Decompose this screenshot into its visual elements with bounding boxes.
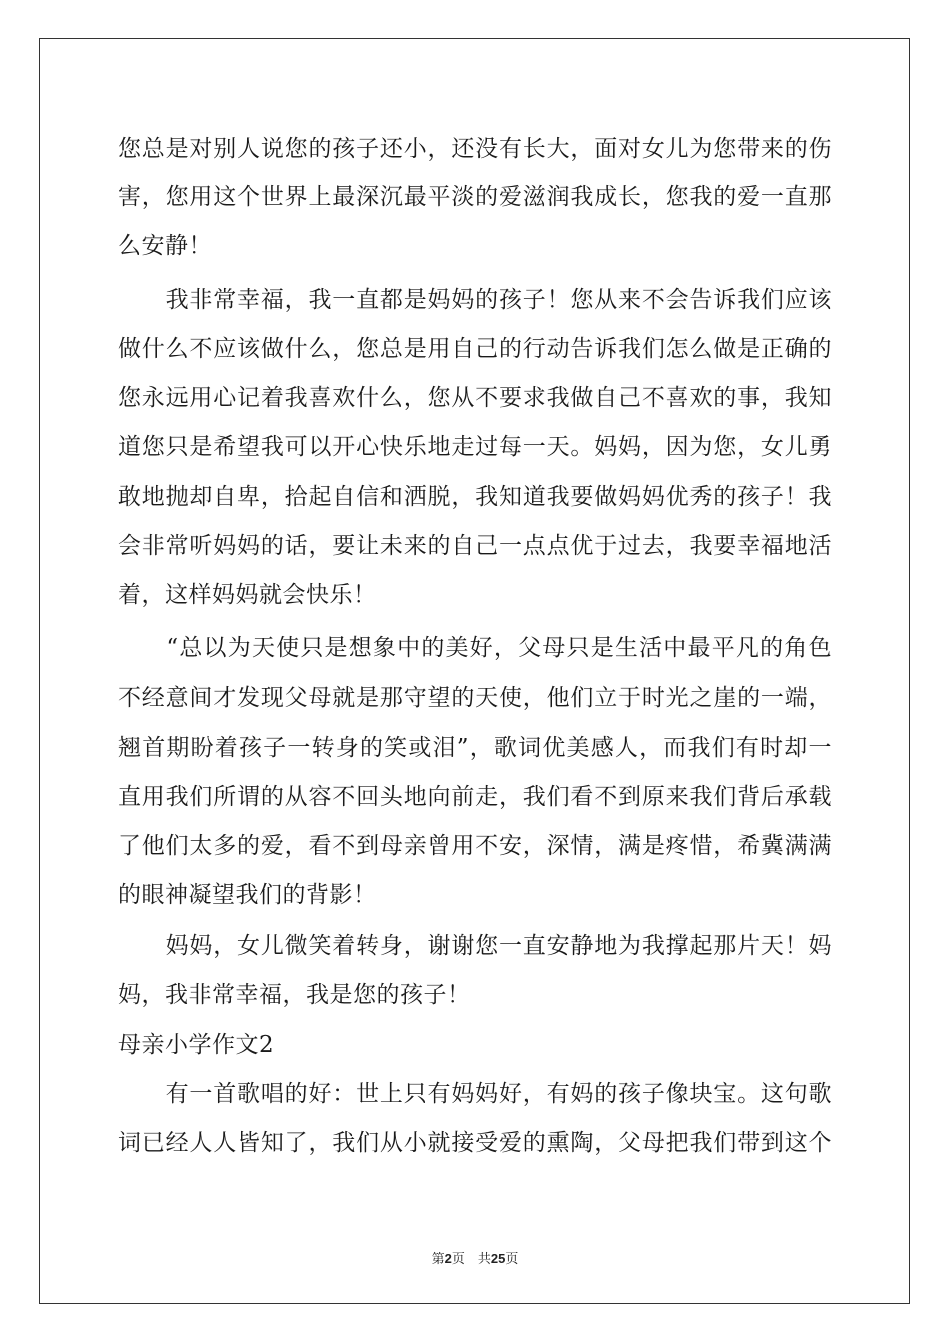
- text-line: 害，您用这个世界上最深沉最平淡的爱滋润我成长，您我的爱一直那: [118, 184, 832, 210]
- text-line: 词已经人人皆知了，我们从小就接受爱的熏陶，父母把我们带到这个: [118, 1130, 832, 1156]
- footer-suffix: 页: [505, 1252, 519, 1267]
- text-line: 您总是对别人说您的孩子还小，还没有长大，面对女儿为您带来的伤: [118, 136, 832, 162]
- footer-mid: 页 共: [451, 1252, 491, 1267]
- text-line: 着，这样妈妈就会快乐！: [118, 582, 377, 608]
- text-line: 了他们太多的爱，看不到母亲曾用不安，深情，满是疼惜，希冀满满: [118, 833, 832, 859]
- text-line: 我非常幸福，我一直都是妈妈的孩子！您从来不会告诉我们应该: [118, 287, 832, 313]
- text-line: 妈，我非常幸福，我是您的孩子！: [118, 982, 471, 1008]
- text-line: 不经意间才发现父母就是那守望的天使，他们立于时光之崖的一端，: [118, 685, 832, 711]
- text-line: 您永远用心记着我喜欢什么，您从不要求我做自己不喜欢的事，我知: [118, 385, 832, 411]
- text-line: 么安静！: [118, 233, 212, 259]
- current-page-number: 2: [444, 1251, 452, 1266]
- page-footer: [0, 1248, 950, 1267]
- total-pages-number: 25: [490, 1251, 506, 1266]
- text-line: 敢地抛却自卑，拾起自信和洒脱，我知道我要做妈妈优秀的孩子！我: [118, 484, 832, 510]
- text-line: 的眼神凝望我们的背影！: [118, 882, 377, 908]
- section-heading: 母亲小学作文2: [118, 1032, 275, 1058]
- text-line: 直用我们所谓的从容不回头地向前走，我们看不到原来我们背后承载: [118, 784, 832, 810]
- footer-prefix: 第: [431, 1252, 445, 1267]
- text-line: 妈妈，女儿微笑着转身，谢谢您一直安静地为我撑起那片天！妈: [118, 933, 832, 959]
- text-line: 做什么不应该做什么，您总是用自己的行动告诉我们怎么做是正确的: [118, 336, 832, 362]
- text-line: “总以为天使只是想象中的美好，父母只是生活中最平凡的角色: [118, 635, 832, 661]
- text-line: 道您只是希望我可以开心快乐地走过每一天。妈妈，因为您，女儿勇: [118, 434, 832, 460]
- text-line: 会非常听妈妈的话，要让未来的自己一点点优于过去，我要幸福地活: [118, 533, 832, 559]
- text-line: 有一首歌唱的好：世上只有妈妈好，有妈的孩子像块宝。这句歌: [118, 1081, 832, 1107]
- text-line: 翘首期盼着孩子一转身的笑或泪”，歌词优美感人，而我们有时却一: [118, 735, 832, 761]
